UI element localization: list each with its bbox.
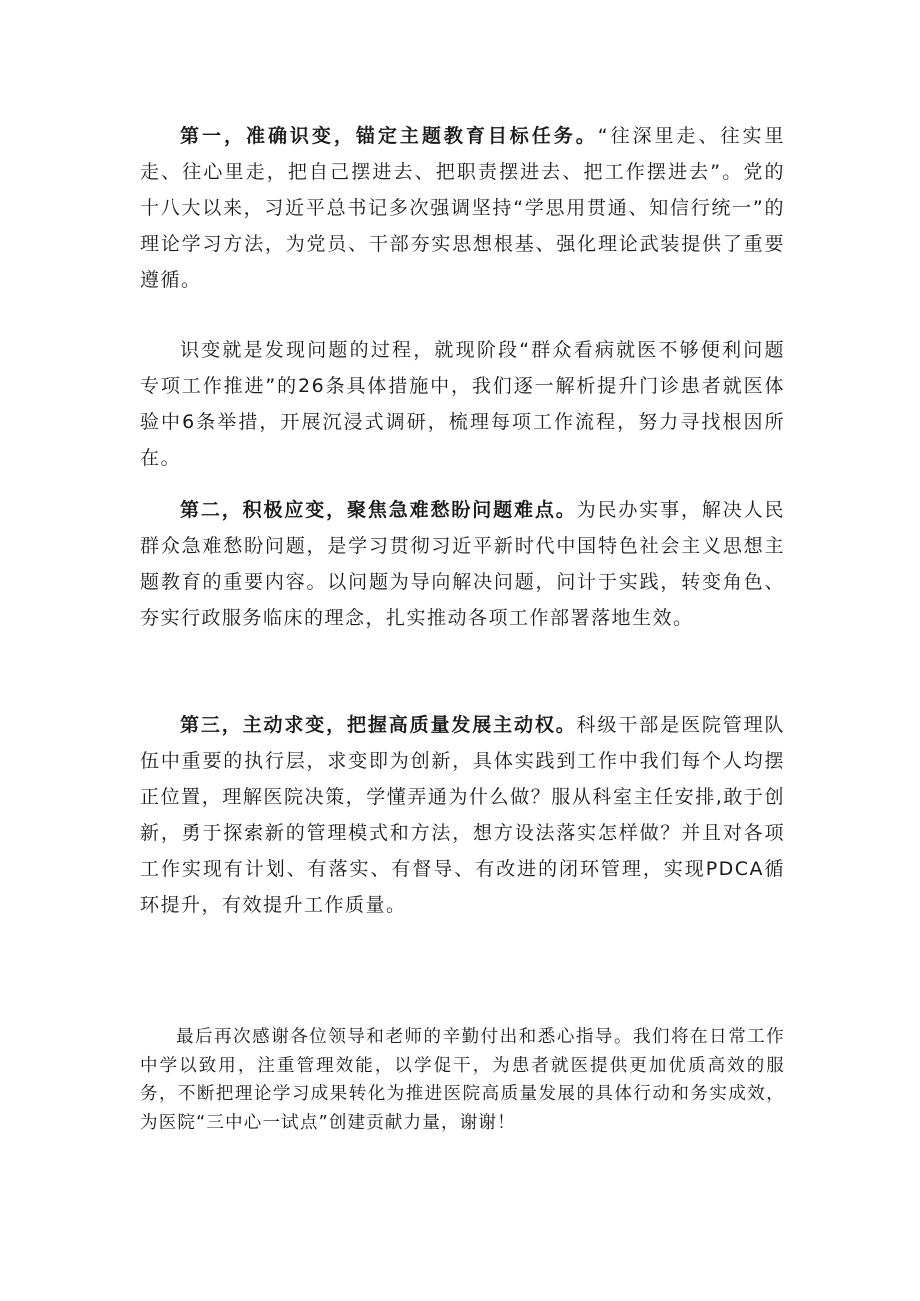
paragraph-5-closing bbox=[140, 1023, 785, 1137]
paragraph-4-body: 科级干部是医院管理队伍中重要的执行层，求变即为创新，具体实践到工作中我们每个人均摆正位置，理解医院决策，学懂弄通为什么做？服从科室主任安排,敢于创新，勇于探索新的管理模式和方法，想方设法落实怎样做？并且对各项工作实现有计划、有落实、有督导、有改进的闭环管理，实现PDCA循环提升，有效提升工作质量。 bbox=[140, 714, 785, 916]
paragraph-2-body: 识变就是发现问题的过程，就现阶段“群众看病就医不够便利问题专项工作推进”的26条具体措施中，我们逐一解析提升门诊患者就医体验中6条举措，开展沉浸式调研，梳理每项工作流程，努力寻找根因所在。 bbox=[140, 339, 785, 469]
paragraph-1-heading: 第一，准确识变，锚定主题教育目标任务。 bbox=[180, 125, 598, 147]
paragraph-4-heading: 第三，主动求变，把握高质量发展主动权。 bbox=[180, 714, 577, 736]
paragraph-1-body: “往深里走、往实里走、往心里走，把自己摆进去、把职责摆进去、把工作摆进去”。党的十八大以来，习近平总书记多次强调坚持“学思用贯通、知信行统一”的理论学习方法，为党员、干部夯实思想根基、强化理论武装提供了重要遵循。 bbox=[140, 125, 785, 291]
paragraph-3-body: 为民办实事，解决人民群众急难愁盼问题，是学习贯彻习近平新时代中国特色社会主义思想主题教育的重要内容。以问题为导向解决问题，问计于实践，转变角色、夯实行政服务临床的理念，扎实推动各项工作部署落地生效。 bbox=[140, 499, 785, 629]
paragraph-2 bbox=[140, 332, 785, 476]
paragraph-5-body: 最后再次感谢各位领导和老师的辛勤付出和悉心指导。我们将在日常工作中学以致用，注重管理效能，以学促干，为患者就医提供更加优质高效的服务，不断把理论学习成果转化为推进医院高质量发展的具体行动和务实成效，为医院“三中心一试点”创建贡献力量，谢谢！ bbox=[140, 1027, 785, 1133]
paragraph-1 bbox=[140, 118, 785, 298]
paragraph-3 bbox=[140, 492, 785, 636]
paragraph-4 bbox=[140, 707, 785, 923]
paragraph-3-heading: 第二，积极应变，聚焦急难愁盼问题难点。 bbox=[180, 499, 577, 521]
